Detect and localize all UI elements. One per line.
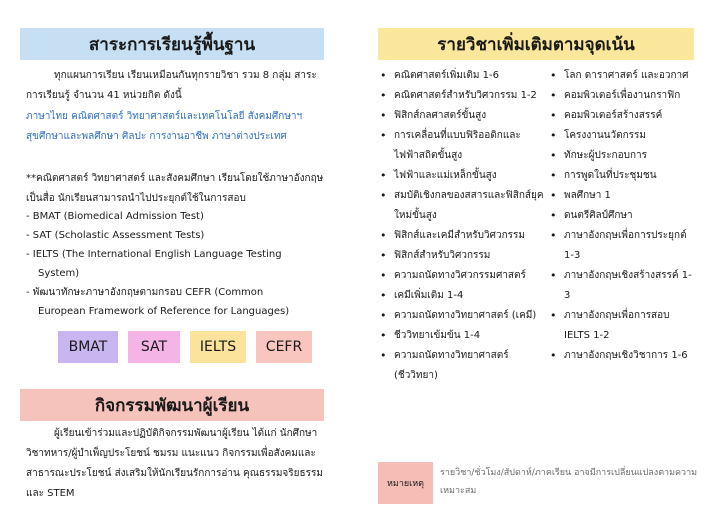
list-item: • ดนตรีศิลป์ศึกษา <box>548 206 698 226</box>
elective-list-left <box>378 66 548 386</box>
list-item: • โลก ดาราศาสตร์ และอวกาศ <box>548 66 698 86</box>
list-item: • ภาษาอังกฤษเพื่อการสอบ IELTS 1-2 <box>548 306 698 346</box>
remark-text: รายวิชา/ชั่วโมง/สัปดาห์/ภาคเรียน อาจมีการเปลี่ยนแปลงตามความเหมาะสม <box>440 468 698 496</box>
list-item: • ไฟฟ้าและแม่เหล็กขั้นสูง <box>378 166 548 186</box>
list-item: • คณิตศาสตร์เพิ่มเติม 1-6 <box>378 66 548 86</box>
core-subject-groups: ภาษาไทย คณิตศาสตร์ วิทยาศาสตร์และเทคโนโลยี สังคมศึกษาฯ สุขศึกษาและพลศึกษา ศิลปะ การงานอาชีพ ภาษาต่างประเทศ <box>26 111 303 142</box>
list-item: • คณิตศาสตร์สำหรับวิศวกรรม 1-2 <box>378 86 548 106</box>
list-item: • ทักษะผู้ประกอบการ <box>548 146 698 166</box>
list-item: • ความถนัดทางวิทยาศาสตร์ (เคมี) <box>378 306 548 326</box>
exam-item-cefr: - พัฒนาทักษะภาษาอังกฤษตามกรอบ CEFR (Common European Framework of Reference for Languages) <box>26 287 290 317</box>
badge-sat: SAT <box>128 331 180 363</box>
badge-ielts: IELTS <box>190 331 246 363</box>
elective-list-right <box>548 66 698 366</box>
list-item: • โครงงานนวัตกรรม <box>548 126 698 146</box>
list-item: • ฟิสิกส์กลศาสตร์ขั้นสูง <box>378 106 548 126</box>
badge-bmat: BMAT <box>58 331 118 363</box>
list-item: • ภาษาอังกฤษเพื่อการประยุกต์ 1-3 <box>548 226 698 266</box>
list-item: • ฟิสิกส์สำหรับวิศวกรรม <box>378 246 548 266</box>
student-activity-text: ผู้เรียนเข้าร่วมและปฏิบัติกิจกรรมพัฒนาผู้เรียน ได้แก่ นักศึกษาวิชาทหาร/ผู้บำเพ็ญประโยชน์ ชมรม แนะแนว กิจกรรมเพื่อสังคมและสาธารณะประโยชน์ ส่งเสริมให้นักเรียนรักการอ่าน คุณธรรมจริยธรรม และ STEM <box>26 428 323 499</box>
list-item: • เคมีเพิ่มเติม 1-4 <box>378 286 548 306</box>
list-item: • พลศึกษา 1 <box>548 186 698 206</box>
elective-subjects-heading: รายวิชาเพิ่มเติมตามจุดเน้น <box>378 28 694 60</box>
badge-cefr: CEFR <box>256 331 312 363</box>
list-item: • ความถนัดทางวิศวกรรมศาสตร์ <box>378 266 548 286</box>
core-english-note: **คณิตศาสตร์ วิทยาศาสตร์ และสังคมศึกษา เรียนโดยใช้ภาษาอังกฤษเป็นสื่อ นักเรียนสามารถนำไปประยุกต์ใช้ในการสอบ <box>26 173 324 204</box>
list-item: • คอมพิวเตอร์เพื่องานกราฟิก <box>548 86 698 106</box>
exam-list <box>26 207 326 321</box>
list-item: • สมบัติเชิงกลของสสารและฟิสิกส์ยุคใหม่ขั้นสูง <box>378 186 548 226</box>
list-item: • ภาษาอังกฤษเชิงสร้างสรรค์ 1-3 <box>548 266 698 306</box>
list-item: • การเคลื่อนที่แบบฟิริออดิกและไฟฟ้าสถิตขั้นสูง <box>378 126 548 166</box>
list-item: • ชีววิทยาเข้มข้น 1-4 <box>378 326 548 346</box>
list-item: • การพูดในที่ประชุมชน <box>548 166 698 186</box>
student-activity-heading: กิจกรรมพัฒนาผู้เรียน <box>20 389 324 421</box>
exam-badges <box>58 331 312 363</box>
exam-item-ielts: - IELTS (The International English Language Testing System) <box>26 249 282 279</box>
exam-item-bmat: - BMAT (Biomedical Admission Test) <box>26 211 204 222</box>
list-item: • ภาษาอังกฤษเชิงวิชาการ 1-6 <box>548 346 698 366</box>
exam-item-sat: - SAT (Scholastic Assessment Tests) <box>26 230 205 241</box>
list-item: • ความถนัดทางวิทยาศาสตร์ (ชีววิทยา) <box>378 346 548 386</box>
core-subjects-heading: สาระการเรียนรู้พื้นฐาน <box>20 28 324 60</box>
list-item: • คอมพิวเตอร์สร้างสรรค์ <box>548 106 698 126</box>
core-intro-text: ทุกแผนการเรียน เรียนเหมือนกันทุกรายวิชา รวม 8 กลุ่ม สาระการเรียนรู้ จำนวน 41 หน่วยกิต ดังนี้ <box>26 70 317 101</box>
remark-label: หมายเหตุ <box>378 462 433 504</box>
list-item: • ฟิสิกส์และเคมีสำหรับวิศวกรรม <box>378 226 548 246</box>
